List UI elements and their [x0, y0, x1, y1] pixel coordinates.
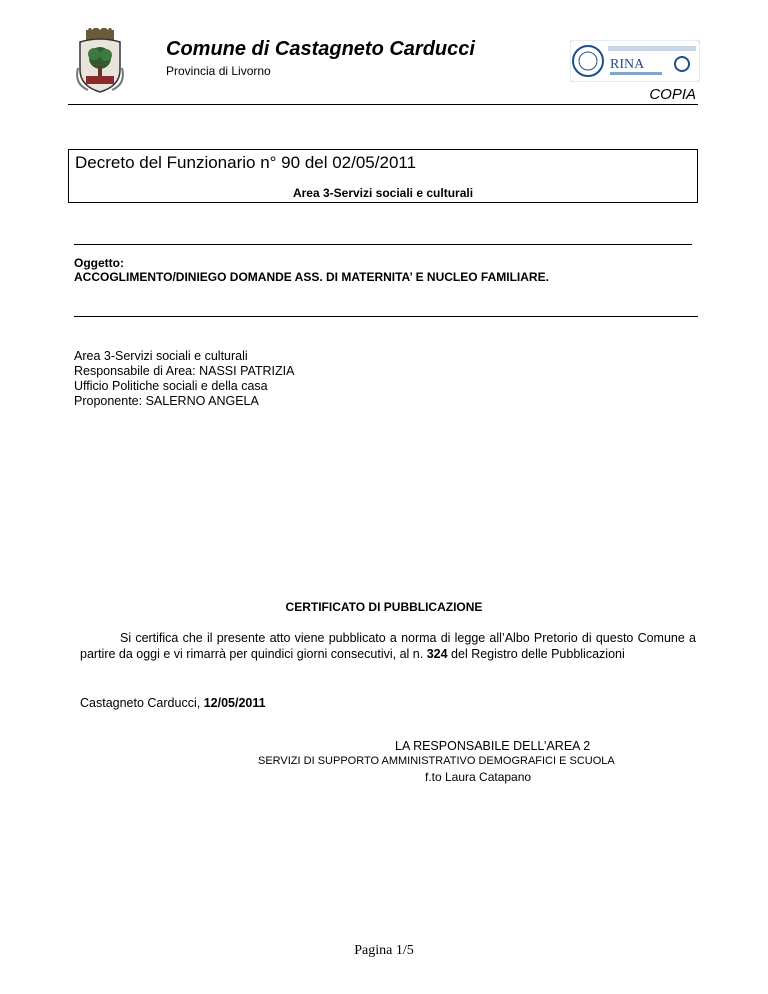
decree-box [68, 149, 698, 203]
decree-details [74, 349, 294, 409]
place-date [80, 696, 266, 710]
publication-date: 12/05/2011 [203, 696, 266, 710]
certificate-body [80, 630, 696, 662]
subject-divider-bottom [74, 316, 698, 317]
subject-text: ACCOGLIMENTO/DINIEGO DOMANDE ASS. DI MATERNITA’ E NUCLEO FAMILIARE. [74, 270, 549, 284]
certificate-text-2: del Registro delle Pubblicazioni [447, 647, 625, 661]
rina-certification-logo [570, 40, 700, 82]
org-name: Comune di Castagneto Carducci [166, 38, 475, 60]
header-divider [68, 104, 698, 105]
details-responsible: Responsabile di Area: NASSI PATRIZIA [74, 364, 295, 378]
place: Castagneto Carducci, [80, 696, 204, 710]
page-number: Pagina 1/5 [354, 943, 414, 958]
decree-area: Area 3-Servizi sociali e culturali [292, 186, 474, 200]
details-proposer: Proponente: SALERNO ANGELA [74, 394, 259, 408]
register-number: 324 [426, 647, 448, 661]
municipal-crest-icon [76, 28, 124, 94]
province-name: Provincia di Livorno [166, 64, 271, 78]
subject-label: Oggetto: [74, 256, 124, 270]
copy-label: COPIA [649, 86, 696, 103]
signatory-title: LA RESPONSABILE DELL’AREA 2 [395, 739, 591, 753]
signatory-name: f.to Laura Catapano [425, 770, 532, 784]
details-area: Area 3-Servizi sociali e culturali [74, 349, 248, 363]
certificate-title: CERTIFICATO DI PUBBLICAZIONE [285, 600, 483, 614]
signatory-subtitle: SERVIZI DI SUPPORTO AMMINISTRATIVO DEMOGRAFICI E SCUOLA [258, 755, 615, 767]
decree-title: Decreto del Funzionario n° 90 del 02/05/2011 [75, 153, 417, 172]
svg-text:RINA: RINA [610, 57, 645, 72]
subject-divider-top [74, 244, 692, 245]
details-office: Ufficio Politiche sociali e della casa [74, 379, 268, 393]
certificate-text-1: Si certifica che il presente atto viene pubblicato a norma di legge all’Albo Pretorio di questo Comune a partire da oggi e vi rimarrà per quindici giorni consecutivi, al n. [80, 631, 696, 661]
